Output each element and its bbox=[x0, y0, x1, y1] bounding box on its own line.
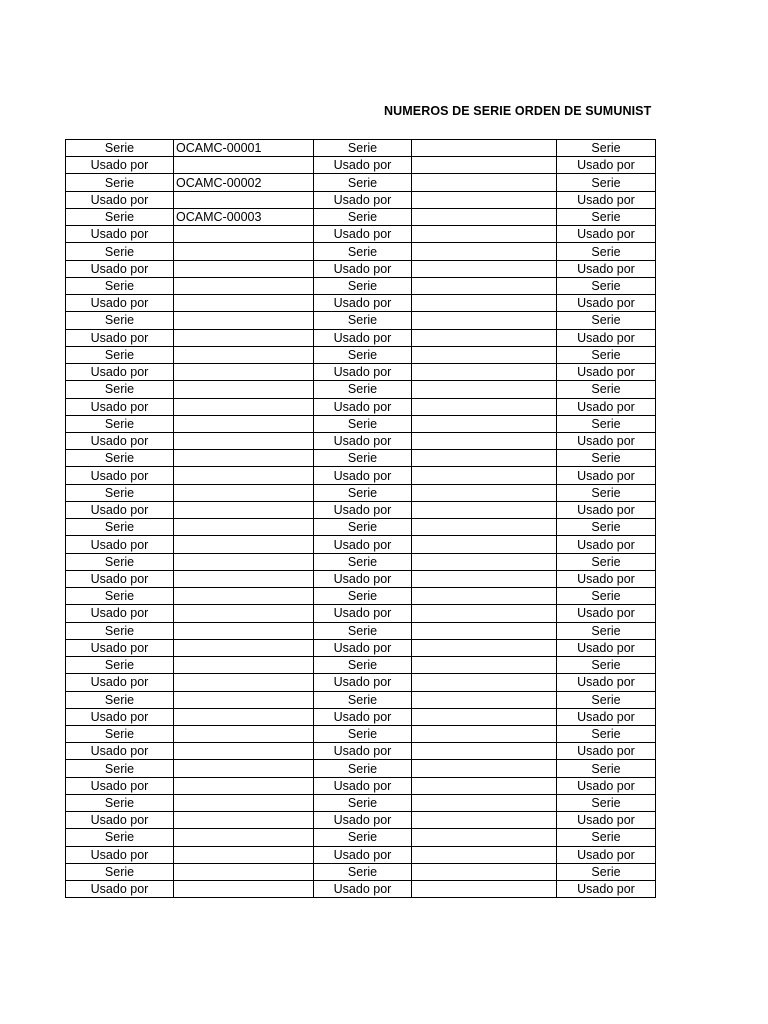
used-by-label-cell[interactable]: Usado por bbox=[66, 536, 174, 553]
serial-value-cell[interactable] bbox=[174, 519, 314, 536]
used-by-value-cell[interactable] bbox=[174, 260, 314, 277]
serial-label-cell[interactable]: Serie bbox=[557, 691, 656, 708]
used-by-value-cell[interactable] bbox=[174, 157, 314, 174]
serial-row bbox=[66, 208, 656, 225]
used-by-label-cell[interactable]: Usado por bbox=[314, 157, 412, 174]
serial-row bbox=[66, 691, 656, 708]
used-by-label-cell[interactable]: Usado por bbox=[314, 846, 412, 863]
used-by-label-cell[interactable]: Usado por bbox=[314, 432, 412, 449]
serial-label-cell[interactable]: Serie bbox=[557, 622, 656, 639]
serial-value-cell[interactable]: OCAMC-00002 bbox=[174, 174, 314, 191]
serial-label-cell[interactable]: Serie bbox=[66, 381, 174, 398]
used-by-value-cell[interactable] bbox=[174, 881, 314, 898]
used-by-label-cell[interactable]: Usado por bbox=[314, 467, 412, 484]
used-by-label-cell[interactable]: Usado por bbox=[66, 777, 174, 794]
serial-row bbox=[66, 519, 656, 536]
serial-value-cell[interactable] bbox=[174, 381, 314, 398]
used-by-label-cell[interactable]: Usado por bbox=[557, 708, 656, 725]
serial-label-cell[interactable]: Serie bbox=[557, 863, 656, 880]
serial-label-cell[interactable]: Serie bbox=[314, 484, 412, 501]
used-by-row bbox=[66, 226, 656, 243]
serial-value-cell[interactable] bbox=[412, 415, 557, 432]
used-by-label-cell[interactable]: Usado por bbox=[557, 260, 656, 277]
used-by-value-cell[interactable] bbox=[412, 674, 557, 691]
serial-label-cell[interactable]: Serie bbox=[314, 243, 412, 260]
serial-label-cell[interactable]: Serie bbox=[66, 484, 174, 501]
serial-numbers-body bbox=[66, 140, 656, 898]
serial-row bbox=[66, 243, 656, 260]
used-by-row bbox=[66, 295, 656, 312]
serial-numbers-table bbox=[65, 139, 656, 898]
serial-label-cell[interactable]: Serie bbox=[557, 208, 656, 225]
serial-label-cell[interactable]: Serie bbox=[557, 174, 656, 191]
serial-label-cell[interactable]: Serie bbox=[66, 346, 174, 363]
used-by-label-cell[interactable]: Usado por bbox=[557, 226, 656, 243]
serial-label-cell[interactable]: Serie bbox=[557, 450, 656, 467]
used-by-label-cell[interactable]: Usado por bbox=[557, 881, 656, 898]
used-by-label-cell[interactable]: Usado por bbox=[314, 639, 412, 656]
used-by-value-cell[interactable] bbox=[412, 777, 557, 794]
used-by-value-cell[interactable] bbox=[174, 536, 314, 553]
serial-label-cell[interactable]: Serie bbox=[314, 588, 412, 605]
serial-label-cell[interactable]: Serie bbox=[66, 794, 174, 811]
serial-label-cell[interactable]: Serie bbox=[314, 346, 412, 363]
serial-label-cell[interactable]: Serie bbox=[66, 415, 174, 432]
used-by-label-cell[interactable]: Usado por bbox=[66, 708, 174, 725]
serial-label-cell[interactable]: Serie bbox=[557, 484, 656, 501]
serial-value-cell[interactable] bbox=[174, 760, 314, 777]
used-by-value-cell[interactable] bbox=[174, 432, 314, 449]
used-by-label-cell[interactable]: Usado por bbox=[314, 295, 412, 312]
serial-label-cell[interactable]: Serie bbox=[314, 140, 412, 157]
used-by-row bbox=[66, 674, 656, 691]
serial-row bbox=[66, 553, 656, 570]
serial-label-cell[interactable]: Serie bbox=[557, 519, 656, 536]
used-by-label-cell[interactable]: Usado por bbox=[557, 398, 656, 415]
serial-value-cell[interactable] bbox=[174, 657, 314, 674]
used-by-label-cell[interactable]: Usado por bbox=[66, 674, 174, 691]
used-by-label-cell[interactable]: Usado por bbox=[66, 467, 174, 484]
used-by-label-cell[interactable]: Usado por bbox=[557, 295, 656, 312]
serial-value-cell[interactable] bbox=[412, 277, 557, 294]
serial-value-cell[interactable]: OCAMC-00003 bbox=[174, 208, 314, 225]
serial-value-cell[interactable]: OCAMC-00001 bbox=[174, 140, 314, 157]
serial-value-cell[interactable] bbox=[174, 346, 314, 363]
used-by-row bbox=[66, 467, 656, 484]
used-by-label-cell[interactable]: Usado por bbox=[557, 846, 656, 863]
serial-row bbox=[66, 725, 656, 742]
used-by-label-cell[interactable]: Usado por bbox=[557, 364, 656, 381]
used-by-label-cell[interactable]: Usado por bbox=[314, 812, 412, 829]
serial-value-cell[interactable] bbox=[174, 450, 314, 467]
used-by-label-cell[interactable]: Usado por bbox=[557, 570, 656, 587]
serial-value-cell[interactable] bbox=[412, 725, 557, 742]
used-by-value-cell[interactable] bbox=[412, 226, 557, 243]
serial-value-cell[interactable] bbox=[174, 588, 314, 605]
serial-value-cell[interactable] bbox=[412, 208, 557, 225]
serial-label-cell[interactable]: Serie bbox=[66, 760, 174, 777]
used-by-value-cell[interactable] bbox=[412, 639, 557, 656]
used-by-row bbox=[66, 191, 656, 208]
used-by-label-cell[interactable]: Usado por bbox=[66, 398, 174, 415]
serial-label-cell[interactable]: Serie bbox=[66, 863, 174, 880]
serial-value-cell[interactable] bbox=[174, 484, 314, 501]
used-by-value-cell[interactable] bbox=[174, 398, 314, 415]
used-by-label-cell[interactable]: Usado por bbox=[557, 812, 656, 829]
serial-label-cell[interactable]: Serie bbox=[557, 588, 656, 605]
serial-label-cell[interactable]: Serie bbox=[314, 553, 412, 570]
used-by-label-cell[interactable]: Usado por bbox=[314, 226, 412, 243]
used-by-label-cell[interactable]: Usado por bbox=[557, 191, 656, 208]
serial-value-cell[interactable] bbox=[412, 863, 557, 880]
serial-label-cell[interactable]: Serie bbox=[557, 140, 656, 157]
serial-label-cell[interactable]: Serie bbox=[557, 277, 656, 294]
used-by-label-cell[interactable]: Usado por bbox=[557, 536, 656, 553]
serial-label-cell[interactable]: Serie bbox=[557, 829, 656, 846]
used-by-label-cell[interactable]: Usado por bbox=[314, 881, 412, 898]
used-by-value-cell[interactable] bbox=[412, 812, 557, 829]
used-by-value-cell[interactable] bbox=[412, 570, 557, 587]
used-by-value-cell[interactable] bbox=[174, 605, 314, 622]
serial-value-cell[interactable] bbox=[174, 277, 314, 294]
used-by-label-cell[interactable]: Usado por bbox=[314, 260, 412, 277]
used-by-value-cell[interactable] bbox=[174, 364, 314, 381]
serial-label-cell[interactable]: Serie bbox=[314, 760, 412, 777]
used-by-label-cell[interactable]: Usado por bbox=[314, 743, 412, 760]
serial-label-cell[interactable]: Serie bbox=[314, 174, 412, 191]
used-by-value-cell[interactable] bbox=[412, 846, 557, 863]
used-by-row bbox=[66, 708, 656, 725]
used-by-label-cell[interactable]: Usado por bbox=[66, 432, 174, 449]
serial-value-cell[interactable] bbox=[412, 553, 557, 570]
serial-label-cell[interactable]: Serie bbox=[66, 657, 174, 674]
serial-value-cell[interactable] bbox=[412, 622, 557, 639]
used-by-value-cell[interactable] bbox=[174, 708, 314, 725]
used-by-row bbox=[66, 329, 656, 346]
used-by-row bbox=[66, 639, 656, 656]
serial-label-cell[interactable]: Serie bbox=[66, 519, 174, 536]
used-by-label-cell[interactable]: Usado por bbox=[66, 364, 174, 381]
used-by-value-cell[interactable] bbox=[412, 501, 557, 518]
serial-value-cell[interactable] bbox=[412, 484, 557, 501]
serial-label-cell[interactable]: Serie bbox=[66, 174, 174, 191]
serial-row bbox=[66, 829, 656, 846]
serial-value-cell[interactable] bbox=[412, 174, 557, 191]
serial-row bbox=[66, 312, 656, 329]
serial-value-cell[interactable] bbox=[412, 794, 557, 811]
serial-label-cell[interactable]: Serie bbox=[66, 277, 174, 294]
used-by-value-cell[interactable] bbox=[174, 639, 314, 656]
used-by-label-cell[interactable]: Usado por bbox=[557, 432, 656, 449]
serial-label-cell[interactable]: Serie bbox=[557, 553, 656, 570]
serial-row bbox=[66, 588, 656, 605]
used-by-label-cell[interactable]: Usado por bbox=[314, 329, 412, 346]
used-by-value-cell[interactable] bbox=[412, 398, 557, 415]
used-by-label-cell[interactable]: Usado por bbox=[66, 191, 174, 208]
serial-label-cell[interactable]: Serie bbox=[66, 243, 174, 260]
serial-value-cell[interactable] bbox=[412, 760, 557, 777]
used-by-row bbox=[66, 777, 656, 794]
serial-label-cell[interactable]: Serie bbox=[557, 381, 656, 398]
serial-row bbox=[66, 863, 656, 880]
serial-value-cell[interactable] bbox=[412, 243, 557, 260]
used-by-value-cell[interactable] bbox=[174, 295, 314, 312]
serial-row bbox=[66, 381, 656, 398]
serial-label-cell[interactable]: Serie bbox=[314, 277, 412, 294]
used-by-value-cell[interactable] bbox=[412, 605, 557, 622]
serial-label-cell[interactable]: Serie bbox=[66, 553, 174, 570]
used-by-label-cell[interactable]: Usado por bbox=[66, 881, 174, 898]
serial-label-cell[interactable]: Serie bbox=[314, 381, 412, 398]
serial-label-cell[interactable]: Serie bbox=[66, 725, 174, 742]
used-by-row bbox=[66, 570, 656, 587]
serial-row bbox=[66, 346, 656, 363]
serial-value-cell[interactable] bbox=[174, 312, 314, 329]
serial-row bbox=[66, 622, 656, 639]
used-by-row bbox=[66, 881, 656, 898]
used-by-label-cell[interactable]: Usado por bbox=[557, 157, 656, 174]
serial-value-cell[interactable] bbox=[412, 829, 557, 846]
serial-label-cell[interactable]: Serie bbox=[557, 243, 656, 260]
serial-label-cell[interactable]: Serie bbox=[314, 863, 412, 880]
used-by-label-cell[interactable]: Usado por bbox=[557, 777, 656, 794]
serial-label-cell[interactable]: Serie bbox=[314, 829, 412, 846]
serial-value-cell[interactable] bbox=[412, 691, 557, 708]
serial-label-cell[interactable]: Serie bbox=[314, 622, 412, 639]
used-by-label-cell[interactable]: Usado por bbox=[66, 157, 174, 174]
used-by-label-cell[interactable]: Usado por bbox=[314, 191, 412, 208]
serial-value-cell[interactable] bbox=[174, 243, 314, 260]
used-by-row bbox=[66, 536, 656, 553]
serial-row bbox=[66, 657, 656, 674]
serial-value-cell[interactable] bbox=[174, 829, 314, 846]
used-by-label-cell[interactable]: Usado por bbox=[314, 364, 412, 381]
used-by-label-cell[interactable]: Usado por bbox=[66, 570, 174, 587]
serial-label-cell[interactable]: Serie bbox=[557, 346, 656, 363]
page-title: NUMEROS DE SERIE ORDEN DE SUMUNIST bbox=[384, 104, 652, 118]
used-by-row bbox=[66, 605, 656, 622]
used-by-value-cell[interactable] bbox=[174, 674, 314, 691]
used-by-value-cell[interactable] bbox=[412, 432, 557, 449]
serial-value-cell[interactable] bbox=[174, 415, 314, 432]
used-by-row bbox=[66, 812, 656, 829]
used-by-label-cell[interactable]: Usado por bbox=[314, 570, 412, 587]
used-by-label-cell[interactable]: Usado por bbox=[66, 226, 174, 243]
serial-value-cell[interactable] bbox=[174, 622, 314, 639]
serial-row bbox=[66, 174, 656, 191]
used-by-label-cell[interactable]: Usado por bbox=[314, 708, 412, 725]
serial-label-cell[interactable]: Serie bbox=[66, 140, 174, 157]
serial-row bbox=[66, 794, 656, 811]
used-by-label-cell[interactable]: Usado por bbox=[66, 812, 174, 829]
serial-value-cell[interactable] bbox=[412, 657, 557, 674]
serial-row bbox=[66, 277, 656, 294]
used-by-label-cell[interactable]: Usado por bbox=[557, 501, 656, 518]
used-by-value-cell[interactable] bbox=[412, 260, 557, 277]
used-by-value-cell[interactable] bbox=[412, 743, 557, 760]
used-by-label-cell[interactable]: Usado por bbox=[314, 605, 412, 622]
used-by-label-cell[interactable]: Usado por bbox=[66, 639, 174, 656]
used-by-value-cell[interactable] bbox=[174, 191, 314, 208]
serial-label-cell[interactable]: Serie bbox=[314, 450, 412, 467]
used-by-row bbox=[66, 398, 656, 415]
serial-label-cell[interactable]: Serie bbox=[314, 519, 412, 536]
serial-label-cell[interactable]: Serie bbox=[66, 691, 174, 708]
used-by-value-cell[interactable] bbox=[412, 536, 557, 553]
serial-label-cell[interactable]: Serie bbox=[66, 829, 174, 846]
serial-row bbox=[66, 415, 656, 432]
used-by-row bbox=[66, 364, 656, 381]
used-by-label-cell[interactable]: Usado por bbox=[314, 777, 412, 794]
used-by-value-cell[interactable] bbox=[412, 708, 557, 725]
used-by-value-cell[interactable] bbox=[412, 364, 557, 381]
used-by-label-cell[interactable]: Usado por bbox=[66, 295, 174, 312]
used-by-value-cell[interactable] bbox=[412, 329, 557, 346]
serial-label-cell[interactable]: Serie bbox=[557, 657, 656, 674]
used-by-row bbox=[66, 260, 656, 277]
serial-label-cell[interactable]: Serie bbox=[66, 208, 174, 225]
used-by-label-cell[interactable]: Usado por bbox=[557, 605, 656, 622]
used-by-label-cell[interactable]: Usado por bbox=[66, 501, 174, 518]
used-by-value-cell[interactable] bbox=[412, 467, 557, 484]
used-by-label-cell[interactable]: Usado por bbox=[66, 260, 174, 277]
serial-value-cell[interactable] bbox=[412, 381, 557, 398]
serial-label-cell[interactable]: Serie bbox=[557, 725, 656, 742]
used-by-value-cell[interactable] bbox=[174, 226, 314, 243]
used-by-label-cell[interactable]: Usado por bbox=[557, 329, 656, 346]
serial-row bbox=[66, 140, 656, 157]
used-by-label-cell[interactable]: Usado por bbox=[66, 743, 174, 760]
serial-label-cell[interactable]: Serie bbox=[314, 208, 412, 225]
serial-value-cell[interactable] bbox=[174, 691, 314, 708]
used-by-value-cell[interactable] bbox=[174, 777, 314, 794]
used-by-value-cell[interactable] bbox=[174, 846, 314, 863]
used-by-value-cell[interactable] bbox=[174, 743, 314, 760]
serial-value-cell[interactable] bbox=[412, 312, 557, 329]
used-by-value-cell[interactable] bbox=[174, 329, 314, 346]
serial-value-cell[interactable] bbox=[174, 553, 314, 570]
serial-value-cell[interactable] bbox=[412, 140, 557, 157]
used-by-row bbox=[66, 743, 656, 760]
used-by-value-cell[interactable] bbox=[174, 570, 314, 587]
serial-row bbox=[66, 760, 656, 777]
used-by-label-cell[interactable]: Usado por bbox=[557, 467, 656, 484]
serial-label-cell[interactable]: Serie bbox=[314, 312, 412, 329]
serial-label-cell[interactable]: Serie bbox=[557, 794, 656, 811]
used-by-label-cell[interactable]: Usado por bbox=[557, 674, 656, 691]
serial-label-cell[interactable]: Serie bbox=[557, 760, 656, 777]
used-by-value-cell[interactable] bbox=[174, 812, 314, 829]
serial-value-cell[interactable] bbox=[412, 450, 557, 467]
used-by-value-cell[interactable] bbox=[412, 295, 557, 312]
serial-label-cell[interactable]: Serie bbox=[314, 725, 412, 742]
serial-label-cell[interactable]: Serie bbox=[66, 312, 174, 329]
used-by-label-cell[interactable]: Usado por bbox=[557, 639, 656, 656]
used-by-label-cell[interactable]: Usado por bbox=[314, 398, 412, 415]
used-by-label-cell[interactable]: Usado por bbox=[66, 605, 174, 622]
used-by-value-cell[interactable] bbox=[174, 501, 314, 518]
used-by-value-cell[interactable] bbox=[412, 191, 557, 208]
serial-value-cell[interactable] bbox=[174, 725, 314, 742]
serial-value-cell[interactable] bbox=[412, 519, 557, 536]
serial-label-cell[interactable]: Serie bbox=[66, 588, 174, 605]
used-by-value-cell[interactable] bbox=[412, 881, 557, 898]
used-by-label-cell[interactable]: Usado por bbox=[314, 536, 412, 553]
serial-label-cell[interactable]: Serie bbox=[557, 415, 656, 432]
used-by-label-cell[interactable]: Usado por bbox=[66, 846, 174, 863]
used-by-row bbox=[66, 501, 656, 518]
serial-label-cell[interactable]: Serie bbox=[557, 312, 656, 329]
serial-label-cell[interactable]: Serie bbox=[314, 657, 412, 674]
serial-value-cell[interactable] bbox=[174, 863, 314, 880]
serial-row bbox=[66, 450, 656, 467]
used-by-row bbox=[66, 157, 656, 174]
serial-row bbox=[66, 484, 656, 501]
used-by-row bbox=[66, 846, 656, 863]
used-by-label-cell[interactable]: Usado por bbox=[314, 501, 412, 518]
used-by-label-cell[interactable]: Usado por bbox=[557, 743, 656, 760]
serial-label-cell[interactable]: Serie bbox=[66, 622, 174, 639]
used-by-value-cell[interactable] bbox=[412, 157, 557, 174]
serial-value-cell[interactable] bbox=[412, 346, 557, 363]
serial-value-cell[interactable] bbox=[174, 794, 314, 811]
serial-label-cell[interactable]: Serie bbox=[66, 450, 174, 467]
serial-label-cell[interactable]: Serie bbox=[314, 415, 412, 432]
serial-label-cell[interactable]: Serie bbox=[314, 794, 412, 811]
used-by-label-cell[interactable]: Usado por bbox=[314, 674, 412, 691]
used-by-label-cell[interactable]: Usado por bbox=[66, 329, 174, 346]
serial-label-cell[interactable]: Serie bbox=[314, 691, 412, 708]
used-by-value-cell[interactable] bbox=[174, 467, 314, 484]
serial-value-cell[interactable] bbox=[412, 588, 557, 605]
used-by-row bbox=[66, 432, 656, 449]
